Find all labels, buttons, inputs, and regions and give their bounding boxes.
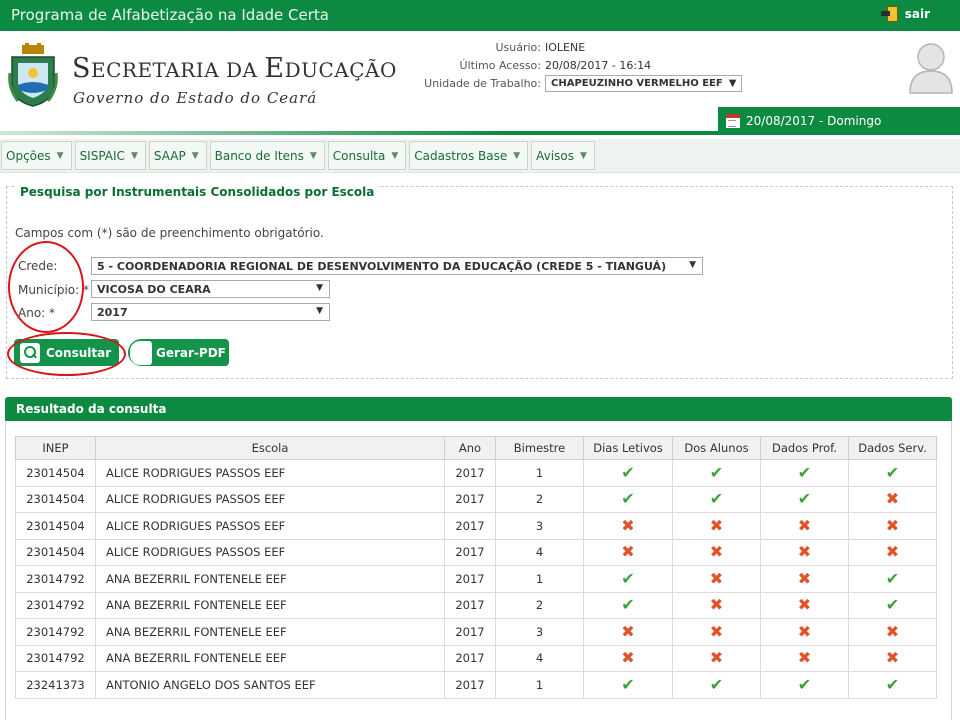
check-icon: ✔ [621, 462, 635, 482]
avatar[interactable] [908, 39, 954, 95]
cell-status [849, 592, 937, 619]
cell-escola: ANTONIO ANGELO DOS SANTOS EEF [96, 672, 445, 699]
check-icon: ✔ [709, 489, 724, 509]
menu-saap[interactable]: SAAP ▼ [149, 141, 207, 170]
check-icon: ✔ [621, 674, 635, 694]
cell-ano: 2017 [445, 592, 496, 619]
check-icon: ✔ [621, 489, 635, 509]
cell-status [673, 619, 761, 646]
cell-inep: 23014792 [16, 566, 96, 593]
check-icon: ✔ [885, 595, 900, 615]
cell-status [584, 619, 673, 646]
cell-status [584, 460, 673, 487]
table-row[interactable] [16, 566, 937, 593]
cell-escola: ALICE RODRIGUES PASSOS EEF [96, 460, 445, 487]
brand-subtitle: Governo do Estado do Ceará [73, 89, 318, 107]
results-table [15, 436, 937, 699]
ano-select[interactable]: 2017 ▼ [91, 303, 330, 321]
cell-escola: ALICE RODRIGUES PASSOS EEF [96, 486, 445, 513]
ano-label: Ano: * [18, 306, 56, 320]
cell-bimestre: 1 [496, 460, 584, 487]
cell-bimestre: 1 [496, 672, 584, 699]
cross-icon: ✖ [885, 542, 900, 562]
logout-icon [881, 6, 899, 22]
chevron-down-icon: ▼ [56, 150, 64, 161]
cross-icon: ✖ [709, 515, 724, 535]
chevron-down-icon: ▼ [316, 283, 323, 293]
menu-opcoes[interactable]: Opções ▼ [1, 141, 72, 170]
cross-icon: ✖ [709, 542, 724, 562]
check-icon: ✔ [709, 674, 724, 694]
app-title: Programa de Alfabetização na Idade Certa [11, 6, 329, 24]
cross-icon: ✖ [621, 621, 635, 641]
table-row[interactable] [16, 619, 937, 646]
gerar-pdf-button[interactable]: Gerar-PDF [128, 339, 229, 366]
cell-status [761, 513, 849, 540]
cell-inep: 23014792 [16, 619, 96, 646]
chevron-down-icon: ▼ [130, 150, 138, 161]
work-unit-select[interactable]: CHAPEUZINHO VERMELHO EEF ▼ [545, 75, 742, 92]
brand-title: SECRETARIA DA EDUCAÇÃO [72, 53, 397, 84]
cell-escola: ALICE RODRIGUES PASSOS EEF [96, 539, 445, 566]
required-note: Campos com (*) são de preenchimento obrigatório. [15, 226, 324, 240]
date-display [718, 107, 960, 135]
calendar-icon [726, 114, 740, 128]
cell-status [584, 566, 673, 593]
cell-ano: 2017 [445, 672, 496, 699]
crede-label: Crede: [18, 259, 58, 273]
cell-status [584, 513, 673, 540]
cross-icon: ✖ [885, 621, 900, 641]
municipio-label: Município: * [18, 283, 89, 297]
col-escola[interactable]: Escola [96, 437, 445, 460]
cell-status [673, 460, 761, 487]
consultar-button[interactable]: Consultar [14, 339, 119, 366]
check-icon: ✔ [797, 674, 812, 694]
logout-label: sair [904, 7, 930, 21]
cell-status [584, 539, 673, 566]
cell-bimestre: 3 [496, 619, 584, 646]
cell-status [761, 566, 849, 593]
cell-status [761, 486, 849, 513]
cell-status [849, 645, 937, 672]
cell-bimestre: 3 [496, 513, 584, 540]
cell-status [673, 539, 761, 566]
cell-escola: ANA BEZERRIL FONTENELE EEF [96, 619, 445, 646]
cross-icon: ✖ [709, 595, 724, 615]
table-row[interactable] [16, 672, 937, 699]
table-row[interactable] [16, 460, 937, 487]
cell-status [584, 592, 673, 619]
cell-status [673, 672, 761, 699]
cell-status [849, 672, 937, 699]
municipio-select[interactable]: VICOSA DO CEARA ▼ [91, 280, 330, 298]
annotation-circle-consultar [7, 332, 126, 376]
cross-icon: ✖ [709, 568, 724, 588]
check-icon: ✔ [621, 568, 635, 588]
check-icon: ✔ [885, 462, 900, 482]
check-icon: ✔ [621, 595, 635, 615]
check-icon: ✔ [797, 462, 812, 482]
cross-icon: ✖ [621, 515, 635, 535]
cell-status [761, 539, 849, 566]
cell-inep: 23241373 [16, 672, 96, 699]
col-dos-alunos[interactable]: Dos Alunos [673, 437, 761, 460]
cross-icon: ✖ [621, 542, 635, 562]
cell-status [673, 592, 761, 619]
top-bar [0, 0, 960, 31]
pdf-icon [130, 341, 152, 365]
header [0, 31, 960, 135]
cell-ano: 2017 [445, 486, 496, 513]
cell-status [849, 486, 937, 513]
cell-bimestre: 1 [496, 566, 584, 593]
cross-icon: ✖ [797, 621, 812, 641]
cross-icon: ✖ [797, 568, 812, 588]
work-unit-label: Unidade de Trabalho: [424, 77, 541, 90]
header-divider [0, 131, 718, 135]
table-row[interactable] [16, 592, 937, 619]
cell-bimestre: 4 [496, 539, 584, 566]
cell-inep: 23014504 [16, 460, 96, 487]
cell-inep: 23014504 [16, 513, 96, 540]
cell-escola: ALICE RODRIGUES PASSOS EEF [96, 513, 445, 540]
cell-status [761, 619, 849, 646]
user-value: IOLENE [545, 41, 586, 54]
cell-status [761, 645, 849, 672]
chevron-down-icon: ▼ [728, 77, 737, 89]
cell-inep: 23014504 [16, 539, 96, 566]
user-label: Usuário: [495, 41, 541, 54]
chevron-down-icon: ▼ [309, 150, 317, 161]
cell-status [673, 513, 761, 540]
chevron-down-icon: ▼ [579, 150, 587, 161]
cell-status [849, 619, 937, 646]
cell-bimestre: 2 [496, 486, 584, 513]
table-row[interactable] [16, 486, 937, 513]
menu-avisos[interactable]: Avisos ▼ [531, 141, 595, 170]
cross-icon: ✖ [797, 595, 812, 615]
cell-status [673, 486, 761, 513]
cell-status [673, 645, 761, 672]
cell-ano: 2017 [445, 566, 496, 593]
table-row[interactable] [16, 539, 937, 566]
col-dados-serv[interactable]: Dados Serv. [849, 437, 937, 460]
cell-status [849, 566, 937, 593]
table-header-row [16, 437, 937, 460]
col-ano[interactable]: Ano [445, 437, 496, 460]
cell-inep: 23014792 [16, 645, 96, 672]
menu-sispaic[interactable]: SISPAIC ▼ [75, 141, 146, 170]
cell-escola: ANA BEZERRIL FONTENELE EEF [96, 566, 445, 593]
cell-status [849, 460, 937, 487]
cell-bimestre: 2 [496, 592, 584, 619]
crede-select[interactable]: 5 - COORDENADORIA REGIONAL DE DESENVOLVIMENTO DA EDUCAÇÃO (CREDE 5 - TIANGUÁ) ▼ [91, 257, 703, 275]
cell-escola: ANA BEZERRIL FONTENELE EEF [96, 645, 445, 672]
cross-icon: ✖ [797, 648, 812, 668]
chevron-down-icon: ▼ [391, 150, 399, 161]
date-text: 20/08/2017 - Domingo [746, 114, 882, 128]
results-header: Resultado da consulta [5, 397, 952, 421]
col-inep[interactable]: INEP [16, 437, 96, 460]
menu-cadastros-base[interactable]: Cadastros Base ▼ [409, 141, 528, 170]
chevron-down-icon: ▼ [316, 306, 323, 316]
check-icon: ✔ [885, 568, 900, 588]
chevron-down-icon: ▼ [689, 260, 696, 270]
cell-ano: 2017 [445, 539, 496, 566]
col-bimestre[interactable]: Bimestre [496, 437, 584, 460]
cell-status [584, 672, 673, 699]
cell-status [584, 645, 673, 672]
chevron-down-icon: ▼ [513, 150, 521, 161]
table-row[interactable] [16, 645, 937, 672]
chevron-down-icon: ▼ [191, 150, 199, 161]
check-icon: ✔ [797, 489, 812, 509]
cell-bimestre: 4 [496, 645, 584, 672]
state-crest-icon [8, 43, 58, 107]
last-access-value: 20/08/2017 - 16:14 [545, 59, 652, 72]
cross-icon: ✖ [621, 648, 635, 668]
cross-icon: ✖ [885, 515, 900, 535]
cell-escola: ANA BEZERRIL FONTENELE EEF [96, 592, 445, 619]
cell-status [673, 566, 761, 593]
cell-ano: 2017 [445, 619, 496, 646]
cross-icon: ✖ [709, 648, 724, 668]
cross-icon: ✖ [797, 542, 812, 562]
cell-inep: 23014792 [16, 592, 96, 619]
logout-button[interactable] [881, 6, 930, 22]
main-menu [0, 139, 960, 173]
col-dados-prof[interactable]: Dados Prof. [761, 437, 849, 460]
menu-banco-de-itens[interactable]: Banco de Itens ▼ [210, 141, 325, 170]
cell-ano: 2017 [445, 645, 496, 672]
cell-ano: 2017 [445, 513, 496, 540]
cell-status [849, 539, 937, 566]
cross-icon: ✖ [885, 489, 900, 509]
cell-status [761, 672, 849, 699]
search-legend: Pesquisa por Instrumentais Consolidados por Escola [16, 185, 378, 199]
cell-status [761, 592, 849, 619]
user-info [400, 39, 750, 93]
cross-icon: ✖ [797, 515, 812, 535]
cell-inep: 23014504 [16, 486, 96, 513]
cell-status [849, 513, 937, 540]
table-row[interactable] [16, 513, 937, 540]
cell-ano: 2017 [445, 460, 496, 487]
annotation-circle-fields [8, 241, 84, 333]
cell-status [584, 486, 673, 513]
col-dias-letivos[interactable]: Dias Letivos [584, 437, 673, 460]
cross-icon: ✖ [885, 648, 900, 668]
last-access-label: Último Acesso: [459, 59, 541, 72]
check-icon: ✔ [709, 462, 724, 482]
cross-icon: ✖ [709, 621, 724, 641]
menu-consulta[interactable]: Consulta ▼ [328, 141, 407, 170]
check-icon: ✔ [885, 674, 900, 694]
cell-status [761, 460, 849, 487]
